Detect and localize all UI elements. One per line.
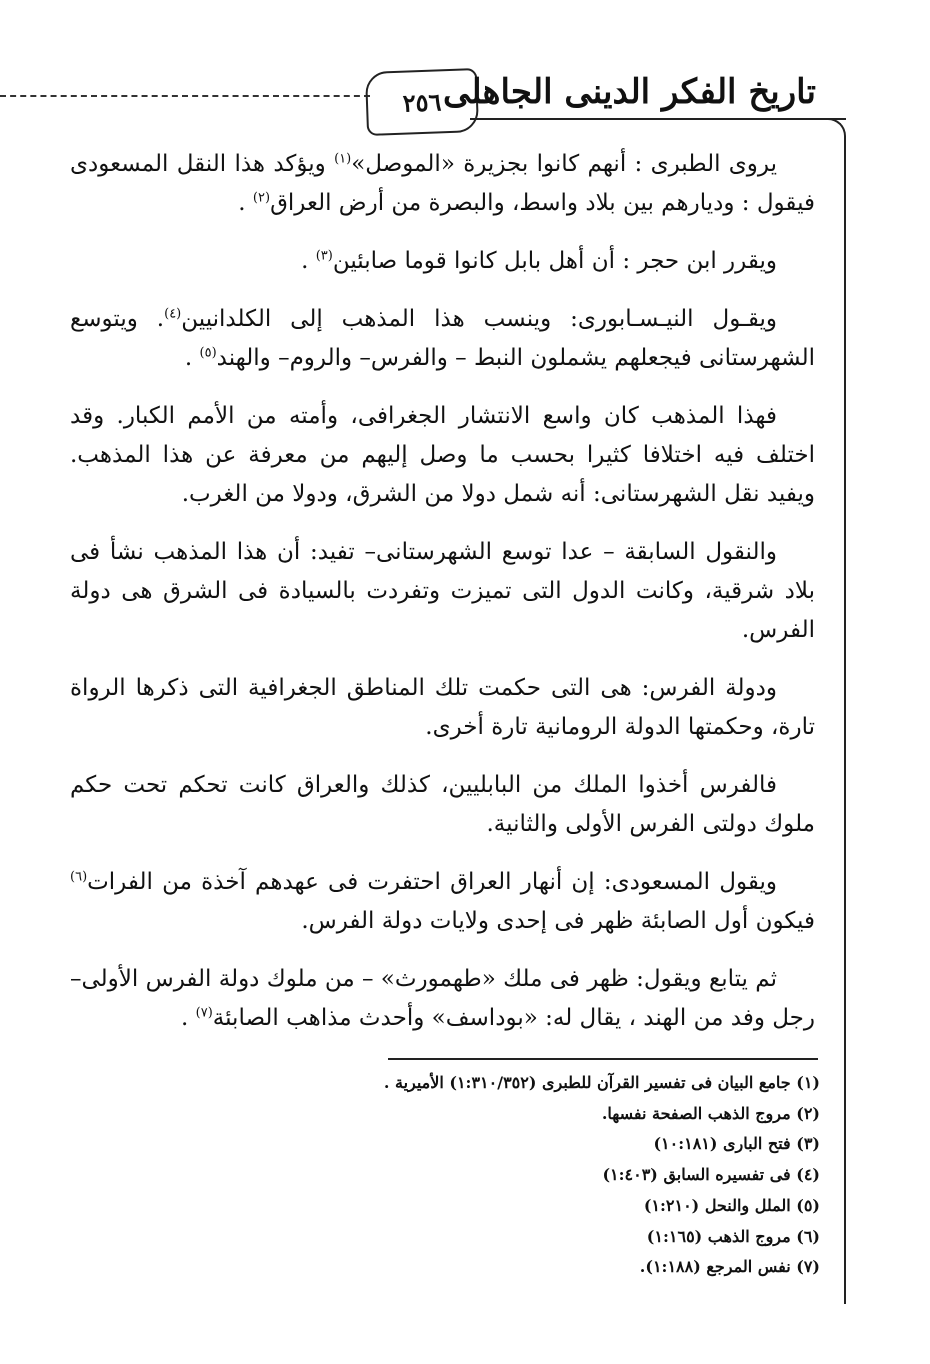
footnote-ref[interactable]: (١) [334,151,352,167]
paragraph: والنقول السابقة – عدا توسع الشهرستانى– تفيد: أن هذا المذهب نشأ فى بلاد شرقية، وكانت الدول التى تميزت وتفردت بالسيادة فى الشرق هى دولة الفرس. [70,539,815,643]
footnote-ref[interactable]: (٤) [164,306,182,322]
footnote-ref[interactable]: (٥) [199,345,217,361]
footnotes [330,1068,820,1283]
footnote: (٦) مروج الذهب (١:١٦٥) [646,1226,820,1246]
footnote-ref[interactable]: (٢) [252,190,271,206]
footnote: (٢) مروج الذهب الصفحة نفسها. [601,1103,820,1123]
footnote-ref[interactable]: (٧) [195,1005,213,1021]
paragraph: ويقرر ابن حجر : أن أهل بابل كانوا قوما صابئين$^{(٣)}$ . [301,248,777,274]
paragraph: ويقول المسعودى: إن أنهار العراق احتفرت فى عهدهم آخذة من الفرات$^{(٦)}$ فيكون أول الصابئة ظهر فى إحدى ولايات دولة الفرس. [70,869,815,934]
paragraph: ثم يتابع ويقول: ظهر فى ملك «طهمورث» – من ملوك دولة الفرس الأولى– رجل وفد من الهند ، يقال له: «بوداسف» وأحدث مذاهب الصابئة$^{(٧)}$ . [70,966,815,1031]
page-number: ٢٥٦ [402,86,442,118]
footnote-ref[interactable]: (٣) [315,248,333,264]
footnote: (٥) الملل والنحل (١:٢١٠) [643,1195,820,1215]
header-dashed-rule [0,95,370,97]
paragraph: ودولة الفرس: هى التى حكمت تلك المناطق الجغرافية التى ذكرها الرواة تارة، وحكمتها الدولة الرومانية تارة أخرى. [70,675,815,740]
footnote-ref[interactable]: (٦) [70,869,88,885]
footnote-separator [388,1058,818,1060]
footnote: (٧) نفس المرجع (١:١٨٨). [639,1257,820,1277]
page-frame-border [828,118,846,1304]
header-rule [470,118,846,120]
running-head-title: تاريخ الفكر الدينى الجاهلى [442,72,816,112]
paragraph: فالفرس أخذوا الملك من البابليين، كذلك والعراق كانت تحكم تحت حكم ملوك دولتى الفرس الأولى والثانية. [70,772,815,837]
paragraph: ويقـول النيـسـابورى: وينسب هذا المذهب إلى الكلدانيين$^{(٤)}$. ويتوسع الشهرستانى فيجعلهم يشملون النبط – والفرس– والروم– والهند$^{(٥)}$ . [70,306,815,371]
main-text [70,145,815,1057]
footnote: (٤) فى تفسيره السابق (١:٤٠٣) [602,1165,820,1185]
footnote: (١) جامع البيان فى تفسير القرآن للطبرى (١:٣١٠/٣٥٢) الأميرية . [383,1073,820,1092]
footnote: (٣) فتح البارى (١٠:١٨١) [653,1134,820,1154]
paragraph: فهذا المذهب كان واسع الانتشار الجغرافى، وأمته من الأمم الكبار. وقد اختلف فيه اختلافا كثيرا بحسب ما وصل إليهم من معرفة عن هذا المذهب. ويفيد نقل الشهرستانى: أنه شمل دولا من الشرق، ودولا من الغرب. [70,403,815,507]
paragraph: يروى الطبرى : أنهم كانوا بجزيرة «الموصل»$^{(١)}$ ويؤكد هذا النقل المسعودى فيقول : وديارهم بين بلاد واسط، والبصرة من أرض العراق$^{(٢)}$ . [70,151,815,216]
